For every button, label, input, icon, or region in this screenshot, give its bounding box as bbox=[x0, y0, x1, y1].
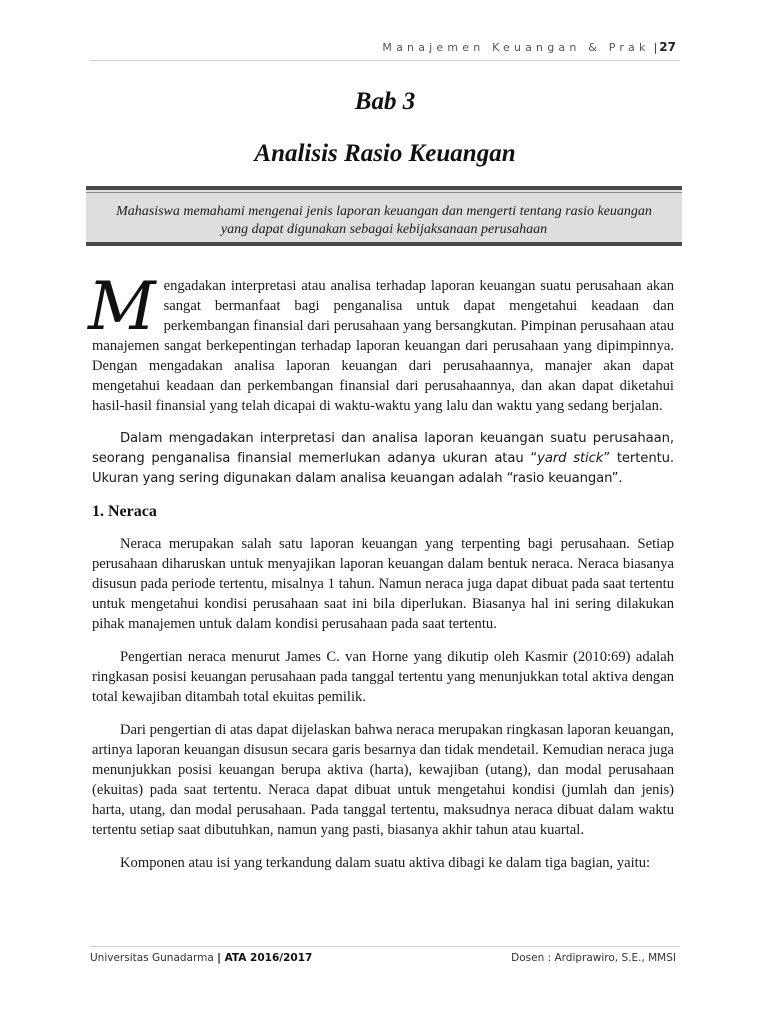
running-title: Manajemen Keuangan & Prak bbox=[382, 41, 650, 54]
header-rule bbox=[90, 60, 680, 61]
drop-cap: M bbox=[88, 268, 156, 345]
section-heading-neraca: 1. Neraca bbox=[92, 503, 157, 520]
yard-stick-term: yard stick bbox=[537, 451, 604, 466]
intro-paragraph-2-text-a: Dalam mengadakan interpretasi dan analisa laporan keuangan suatu perusahaan, seorang penganalisa finansial memerlukan adanya ukuran atau “ bbox=[92, 431, 674, 466]
learning-objective-text: Mahasiswa memahami mengenai jenis laporan keuangan dan mengerti tentang rasio keuangan yang dapat digunakan sebagai kebijaksanaan perusahaan bbox=[116, 204, 652, 237]
header-separator: | bbox=[653, 41, 658, 54]
running-header bbox=[90, 40, 676, 54]
footer-lecturer: Dosen : Ardiprawiro, S.E., MMSI bbox=[511, 952, 676, 964]
neraca-paragraph-1: Neraca merupakan salah satu laporan keuangan yang terpenting bagi perusahaan. Setiap perusahaan diharuskan untuk menyajikan laporan keuangan dalam bentuk neraca. Neraca biasanya disusun pada periode tertentu, misalnya 1 tahun. Namun neraca juga dapat dibuat pada saat tertentu untuk mengetahui kondisi perusahaan saat ini bila diperlukan. Biasanya hal ini sering dilakukan pihak manajemen untuk dalam kondisi perusahaan pada saat tertentu. bbox=[92, 536, 674, 632]
main-content bbox=[88, 268, 675, 886]
intro-paragraph-1 bbox=[88, 268, 674, 416]
intro-paragraph-2-text-b: ” tertentu. Ukuran yang sering digunakan dalam analisa keuangan adalah “rasio keuangan”. bbox=[92, 451, 675, 486]
neraca-paragraph-2: Pengertian neraca menurut James C. van Horne yang dikutip oleh Kasmir (2010:69) adalah ringkasan posisi keuangan perusahaan pada tanggal tertentu yang menunjukkan total aktiva dengan total kewajiban ditambah total ekuitas pemilik. bbox=[92, 649, 674, 705]
intro-paragraph-1-text: engadakan interpretasi atau analisa terhadap laporan keuangan suatu perusahaan akan sangat bermanfaat bagi penganalisa untuk dapat mengetahui keadaan dan perkembangan finansial dari perusahaan yang bersangkutan. Pimpinan perusahaan atau manajemen sangat berkepentingan terhadap laporan keuangan dari perusahaan yang dipimpinnya. Dengan mengadakan analisa laporan keuangan dari perusahaannya, manajer akan dapat mengetahui keadaan dan perkembangan finansial dari perusahaannya, dan akan dapat diketahui hasil-hasil finansial yang telah dicapai di waktu-waktu yang lalu dan waktu yang sedang berjalan. bbox=[92, 278, 674, 414]
footer-rule bbox=[90, 946, 680, 947]
neraca-paragraph-4: Komponen atau isi yang terkandung dalam suatu aktiva dibagi ke dalam tiga bagian, yaitu: bbox=[120, 855, 651, 871]
page-number: 27 bbox=[659, 40, 676, 54]
page-footer bbox=[90, 952, 676, 964]
footer-institution: Universitas Gunadarma bbox=[90, 952, 214, 964]
chapter-title: Analisis Rasio Keuangan bbox=[254, 140, 516, 167]
chapter-number: Bab 3 bbox=[354, 88, 416, 115]
intro-paragraph-2 bbox=[92, 429, 674, 489]
footer-left bbox=[90, 952, 312, 964]
learning-objective-box bbox=[86, 186, 682, 246]
footer-academic-year: | ATA 2016/2017 bbox=[217, 952, 313, 964]
neraca-paragraph-3: Dari pengertian di atas dapat dijelaskan bahwa neraca merupakan ringkasan laporan keuangan, artinya laporan keuangan disusun secara garis besarnya dan tidak mendetail. Kemudian neraca juga menunjukkan posisi keuangan berupa aktiva (harta), kewajiban (utang), dan modal perusahaan (ekuitas) pada saat tertentu. Neraca dapat dibuat untuk mengetahui kondisi (jumlah dan jenis) harta, utang, dan modal perusahaan. Pada tanggal tertentu, maksudnya neraca dibuat dalam waktu tertentu setiap saat dibutuhkan, namun yang pasti, biasanya akhir tahun atau kuartal. bbox=[92, 722, 674, 838]
